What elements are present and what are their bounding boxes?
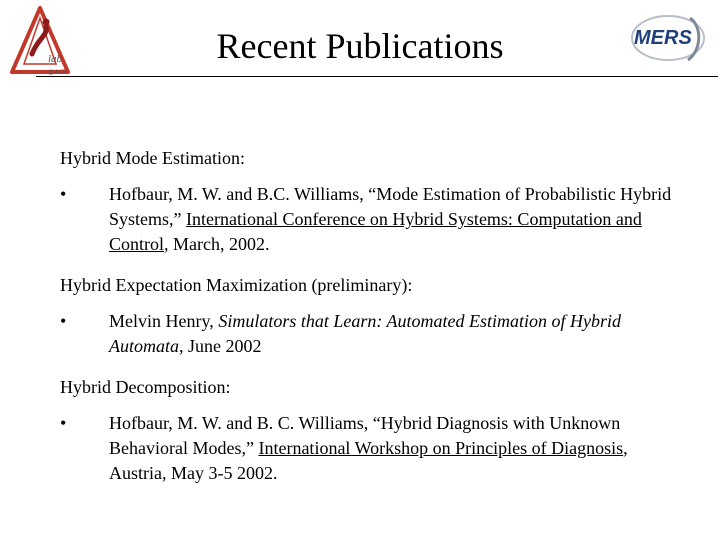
ai-lab-logo-subtext: @ MIT (48, 70, 67, 76)
mers-logo-text: MERS (634, 27, 692, 49)
publication-date: , Austria, May 3-5 2002. (109, 438, 628, 483)
publications-list (60, 146, 680, 502)
publication-authors: Hofbaur, M. W. and B.C. Williams, “Mode Estimation of Probabilistic Hybrid Systems,” (109, 184, 672, 229)
section-heading-mode-estimation: Hybrid Mode Estimation: (60, 148, 245, 168)
publication-entry-expectation-maximization (60, 309, 680, 359)
publication-entry-mode-estimation (60, 182, 680, 257)
publication-authors: Hofbaur, M. W. and B. C. Williams, “Hybrid Diagnosis with Unknown Behavioral Modes,” (109, 413, 621, 458)
title-divider (36, 76, 718, 77)
bullet: • (60, 311, 67, 331)
mers-logo-graphic (628, 10, 708, 66)
bullet: • (60, 184, 67, 204)
publication-date: June 2002 (183, 336, 262, 356)
publication-venue: International Conference on Hybrid Systems: Computation and Control (109, 209, 642, 254)
publication-venue: International Workshop on Principles of Diagnosis (258, 438, 624, 458)
ai-lab-logo-text: lab (48, 53, 63, 65)
section-heading-expectation-maximization: Hybrid Expectation Maximization (preliminary): (60, 275, 413, 295)
publication-title: Simulators that Learn: Automated Estimation of Hybrid Automata, (109, 311, 621, 356)
publication-authors: Melvin Henry, (109, 311, 219, 331)
mers-logo (628, 10, 708, 66)
bullet: • (60, 413, 67, 433)
page-title: Recent Publications (216, 26, 504, 66)
publication-entry-decomposition (60, 411, 680, 486)
section-heading-decomposition: Hybrid Decomposition: (60, 377, 231, 397)
publication-date: , March, 2002. (164, 234, 270, 254)
